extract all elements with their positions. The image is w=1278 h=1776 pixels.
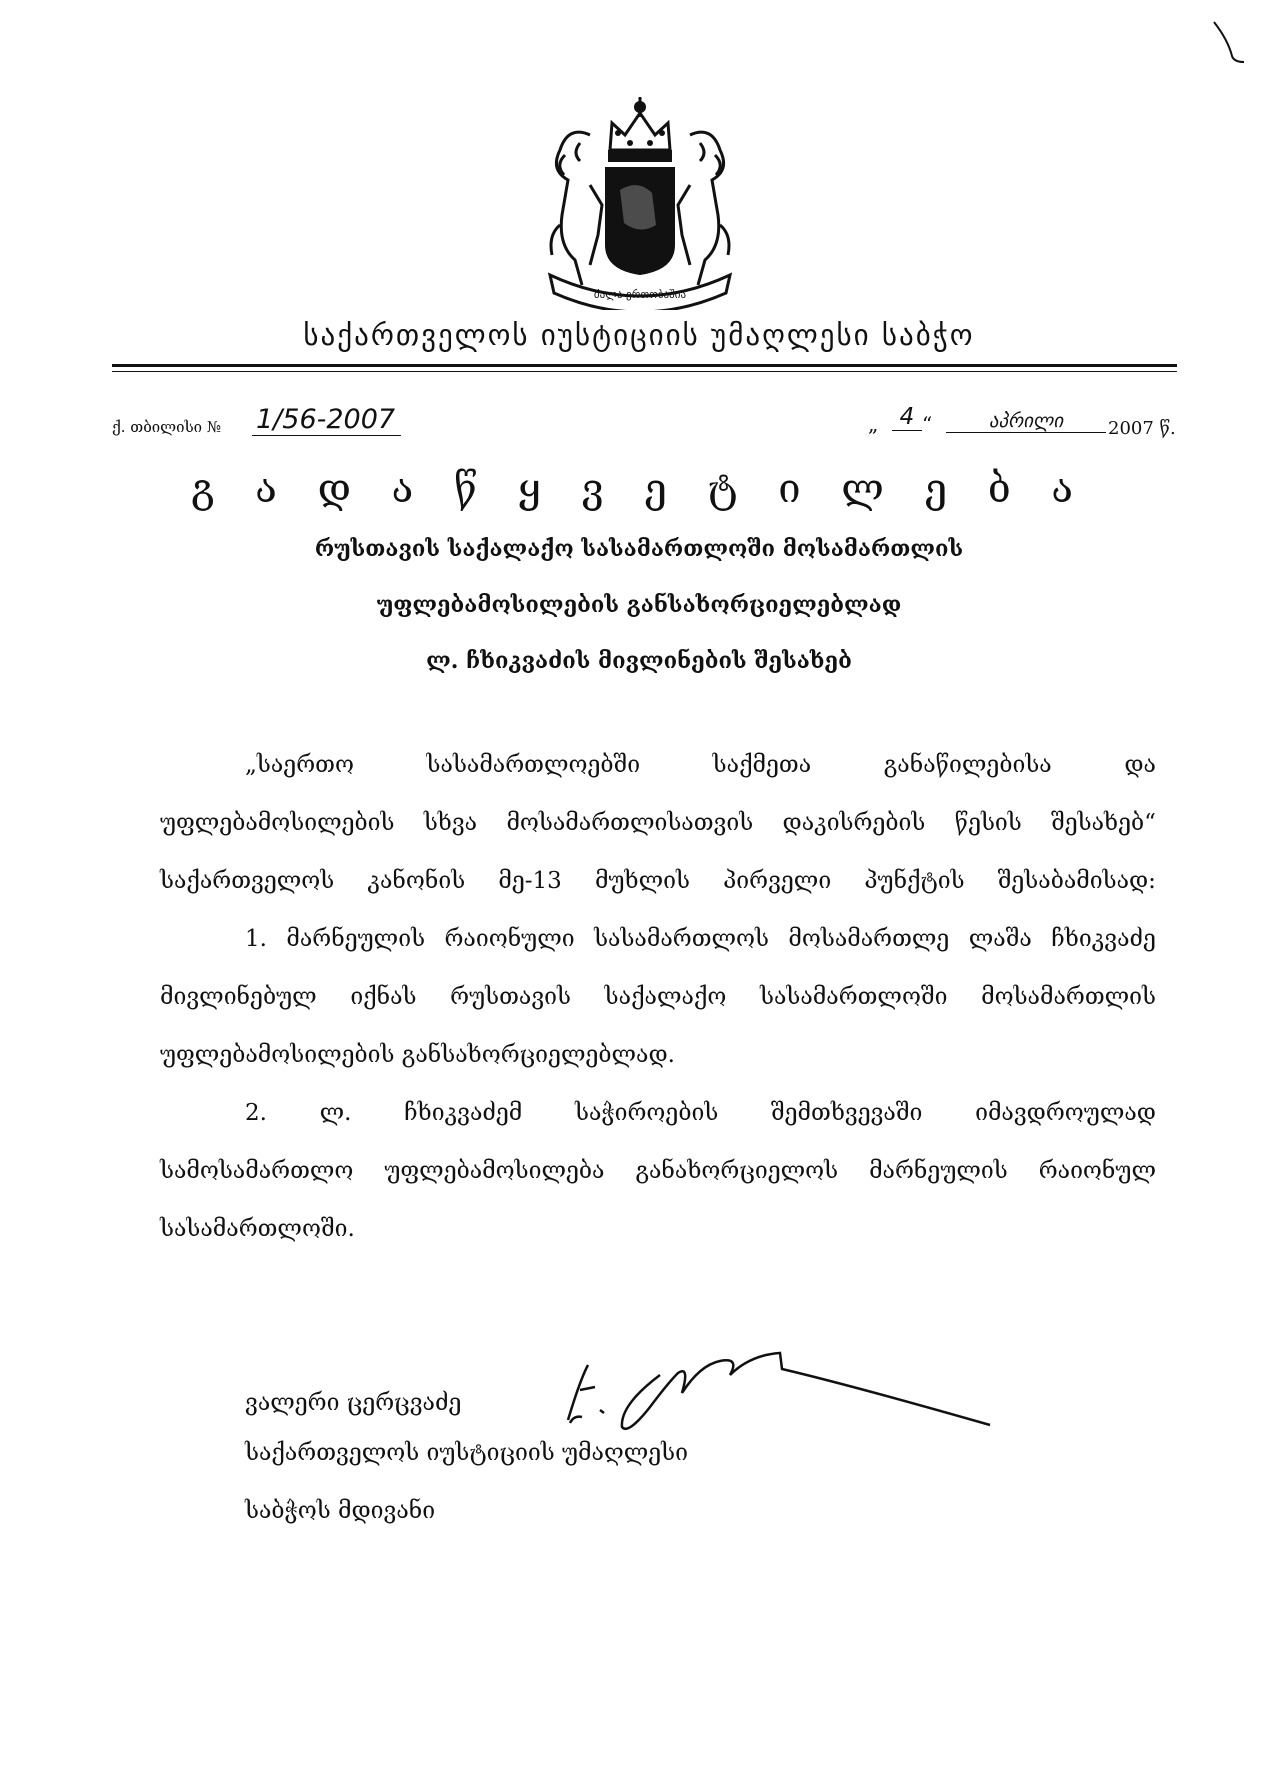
body-word: მარნეულის (869, 1158, 1008, 1184)
body-line (160, 868, 1156, 894)
body-word: კანონის (367, 868, 466, 894)
reference-number: 1/56-2007 (252, 404, 401, 436)
header-rule-thin (112, 371, 1177, 372)
body-word: განაწილებისა (883, 752, 1052, 778)
body-word: რუსთავის (450, 984, 572, 1010)
signatory-position-line-2: საბჭოს მდივანი (245, 1498, 436, 1524)
body-word: მივლინებულ (160, 984, 317, 1010)
body-word: შესახებ“ (1051, 810, 1156, 836)
body-word: სასამართლოს (594, 926, 769, 952)
body-word: უფლებამოსილების (160, 810, 395, 836)
corner-pen-mark (1210, 18, 1250, 68)
body-word: 2. (245, 1100, 267, 1126)
body-line (245, 752, 1156, 778)
body-line (160, 984, 1156, 1010)
date-quote-close: “ (922, 412, 933, 436)
body-word: „საერთო (245, 752, 354, 778)
body-word: იმავდროულად (975, 1100, 1156, 1126)
date-day: 4 (892, 404, 922, 431)
body-word: რაიონული (444, 926, 575, 952)
body-word: 1. (245, 926, 267, 952)
body-word: ლ. (319, 1100, 352, 1126)
body-word: წესის (954, 810, 1022, 836)
body-line: უფლებამოსილების განსახორციელებლად. (160, 1042, 675, 1068)
body-word: დაკისრების (782, 810, 926, 836)
body-word: შემთხვევაში (770, 1100, 923, 1126)
body-word: მე-13 (498, 868, 562, 894)
body-word: მოსამართლე (788, 926, 950, 952)
body-line (160, 1158, 1156, 1184)
body-word: მარნეულის (286, 926, 426, 952)
right-lion-supporter (678, 132, 729, 285)
body-word: ლაშა (968, 926, 1032, 952)
body-word: საქალაქო (604, 984, 727, 1010)
body-word: განახორციელოს (635, 1158, 839, 1184)
body-word: პუნქტის (864, 868, 965, 894)
body-line (160, 810, 1156, 836)
body-word: საქართველოს (160, 868, 335, 894)
body-word: ჩხიკვაძემ (404, 1100, 523, 1126)
body-word: სხვა (423, 810, 478, 836)
body-word: ჩხიკვაძე (1051, 926, 1156, 952)
body-line (245, 926, 1156, 952)
signatory-name: ვალერი ცერცვაძე (245, 1390, 462, 1416)
body-word: საჭიროების (574, 1100, 719, 1126)
organization-name: საქართველოს იუსტიციის უმაღლესი საბჭო (303, 318, 975, 352)
body-word: უფლებამოსილება (384, 1158, 605, 1184)
body-word: მოსამართლის (981, 984, 1156, 1010)
body-line: სასამართლოში. (160, 1216, 355, 1242)
subject-line-1: რუსთავის საქალაქო სასამართლოში მოსამართლის (314, 536, 964, 562)
crown-icon (608, 97, 672, 162)
document-title: გ ა დ ა წ ყ ვ ე ტ ი ლ ე ბ ა (190, 466, 1088, 512)
subject-line-3: ლ. ჩხიკვაძის მივლინების შესახებ (426, 648, 852, 674)
body-word: სასამართლოში (760, 984, 948, 1010)
body-word: რაიონულ (1038, 1158, 1156, 1184)
header-rule-thick (112, 364, 1177, 367)
reference-label: ქ. თბილისი № (112, 418, 222, 436)
body-line (245, 1100, 1156, 1126)
date-quote-open: „ (868, 412, 879, 436)
signatory-position-line-1: საქართველოს იუსტიციის უმაღლესი (245, 1440, 688, 1466)
body-word: შესაბამისად: (997, 868, 1156, 894)
body-word: საქმეთა (712, 752, 812, 778)
body-word: და (1124, 752, 1156, 778)
date-month: აპრილი (946, 410, 1106, 433)
date-year: 2007 წ. (1108, 418, 1176, 439)
handwritten-signature (550, 1335, 1000, 1445)
body-word: მუხლის (595, 868, 690, 894)
emblem-motto: ძალა ერთობაშია (593, 288, 687, 301)
body-word: მოსამართლისათვის (506, 810, 754, 836)
body-word: პირველი (723, 868, 832, 894)
left-lion-supporter (551, 132, 602, 285)
body-word: სასამართლოებში (426, 752, 641, 778)
body-word: სამოსამართლო (160, 1158, 354, 1184)
subject-line-2: უფლებამოსილების განსახორციელებლად (376, 592, 902, 618)
coat-of-arms-emblem (520, 95, 760, 310)
body-word: იქნას (350, 984, 417, 1010)
